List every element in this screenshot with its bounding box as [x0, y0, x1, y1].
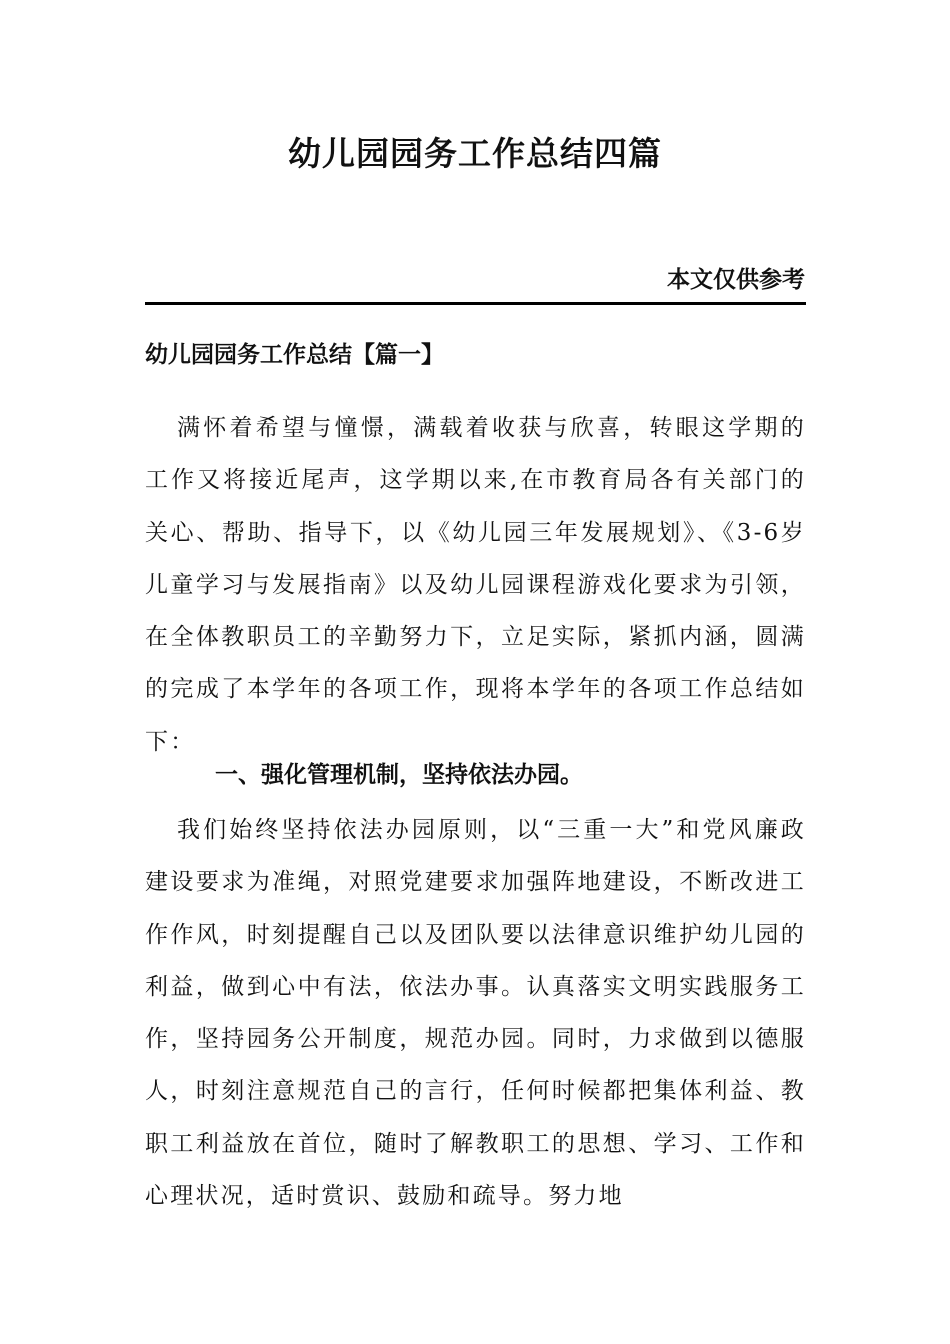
section-title: 幼儿园园务工作总结【篇一】 — [145, 342, 444, 368]
document-title: 幼儿园园务工作总结四篇 — [288, 134, 662, 173]
paragraph-intro: 满怀着希望与憧憬，满载着收获与欣喜，转眼这学期的工作又将接近尾声，这学期以来,在市教育局各有关部门的关心、帮助、指导下，以《幼儿园三年发展规划》、《3-6岁儿童学习与发展指南》以及幼儿园课程游戏化要求为引领，在全体教职员工的辛勤努力下，立足实际，紧抓内涵，圆满的完成了本学年的各项工作，现将本学年的各项工作总结如下： — [145, 415, 806, 755]
reference-note: 本文仅供参考 — [667, 267, 805, 293]
paragraph-management: 我们始终坚持依法办园原则，以“三重一大”和党风廉政建设要求为准绳，对照党建要求加强阵地建设，不断改进工作作风，时刻提醒自己以及团队要以法律意识维护幼儿园的利益，做到心中有法，依法办事。认真落实文明实践服务工作，坚持园务公开制度，规范办园。同时，力求做到以德服人，时刻注意规范自己的言行，任何时候都把集体利益、教职工利益放在首位，随时了解教职工的思想、学习、工作和心理状况，适时赏识、鼓励和疏导。努力地 — [145, 817, 806, 1210]
header-divider — [145, 302, 806, 305]
section-heading: 一、强化管理机制，坚持依法办园。 — [215, 762, 583, 788]
